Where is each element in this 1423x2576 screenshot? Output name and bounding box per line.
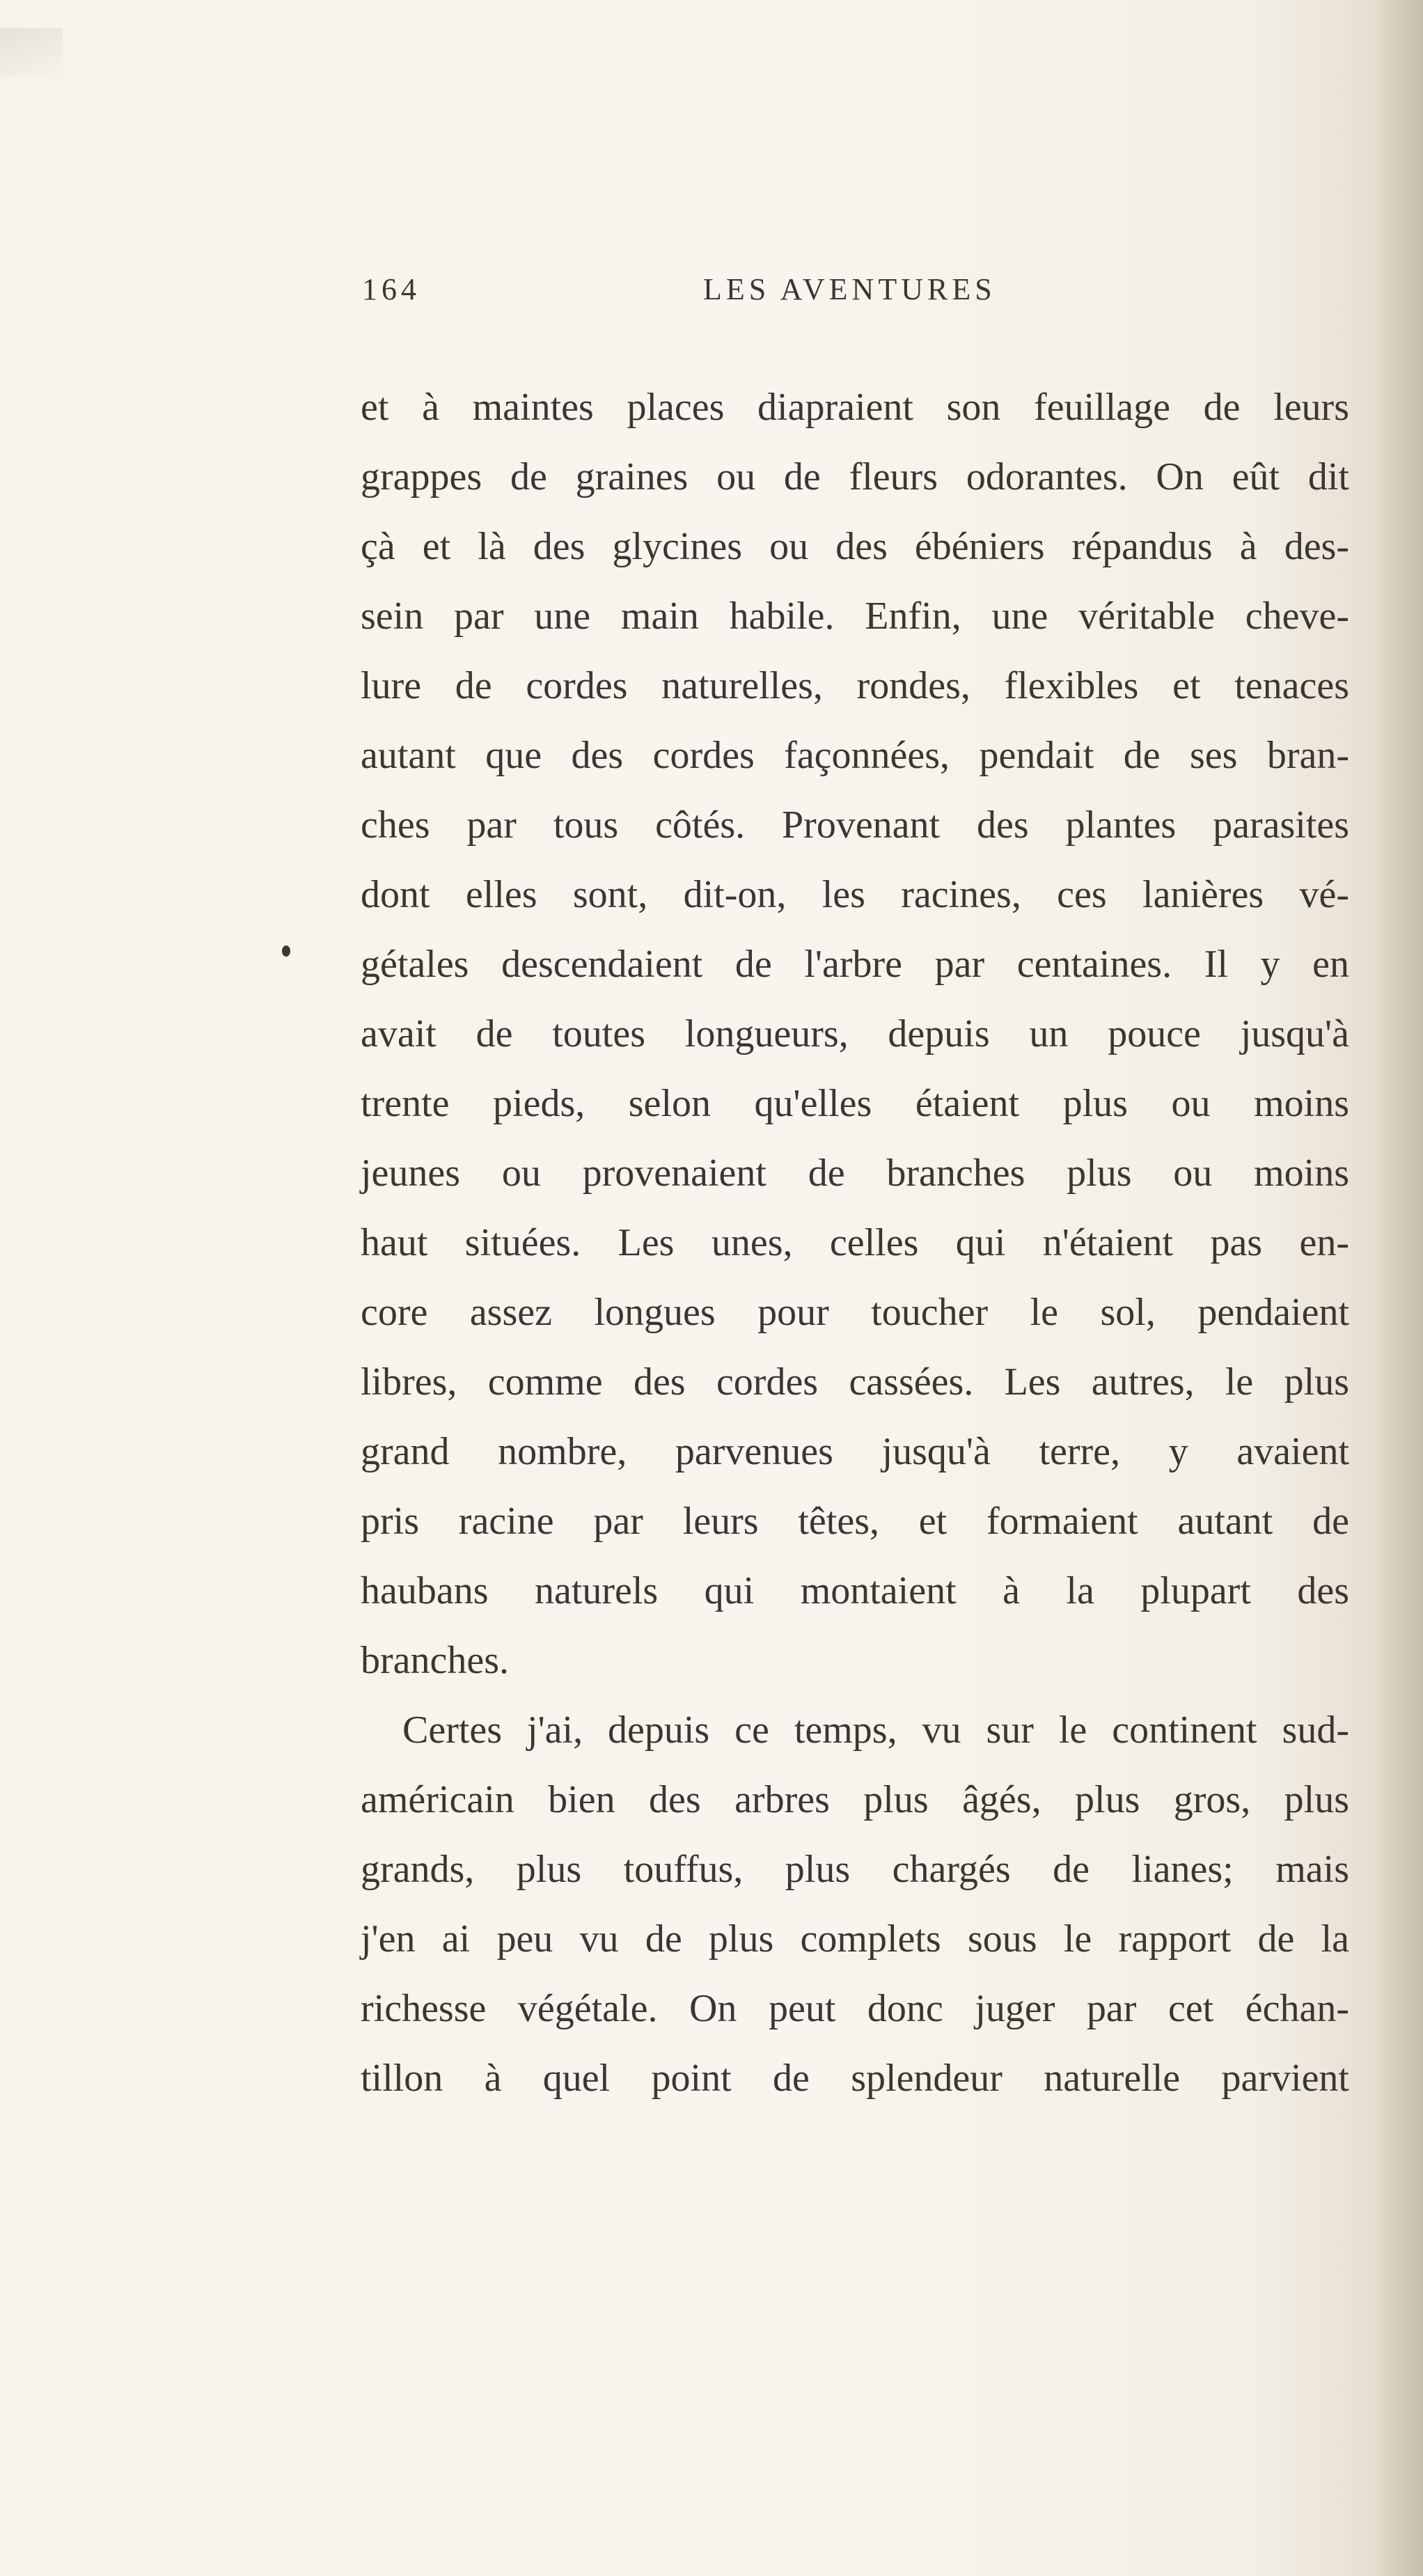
text-line: avait de toutes longueurs, depuis un pouce jusqu'à — [361, 1012, 1349, 1055]
text-line: haubans naturels qui montaient à la plupart des — [361, 1569, 1349, 1612]
text-line: américain bien des arbres plus âgés, plus gros, plus — [361, 1778, 1349, 1821]
text-line: haut situées. Les unes, celles qui n'étaient pas en- — [361, 1221, 1349, 1264]
page-number: 164 — [362, 272, 420, 306]
text-line: grands, plus touffus, plus chargés de lianes; mais — [361, 1848, 1349, 1891]
text-line: sein par une main habile. Enfin, une véritable cheve- — [361, 595, 1349, 638]
running-title: LES AVENTURES — [703, 272, 996, 306]
page-header — [362, 272, 1351, 327]
text-line: gétales descendaient de l'arbre par centaines. Il y en — [361, 943, 1349, 986]
body-text — [361, 372, 1349, 2113]
text-line: trente pieds, selon qu'elles étaient plus ou moins — [361, 1082, 1349, 1125]
text-line: dont elles sont, dit-on, les racines, ces lanières vé- — [361, 873, 1349, 916]
text-line: ches par tous côtés. Provenant des plantes parasites — [361, 803, 1349, 847]
text-line: grappes de graines ou de fleurs odorantes. On eût dit — [361, 455, 1349, 498]
text-line: richesse végétale. On peut donc juger par cet échan- — [361, 1987, 1349, 2030]
page-corner-crease — [0, 28, 63, 77]
text-line: et à maintes places diapraient son feuillage de leurs — [361, 386, 1349, 429]
text-line: autant que des cordes façonnées, pendait de ses bran- — [361, 734, 1349, 777]
text-line: j'en ai peu vu de plus complets sous le rapport de la — [361, 1917, 1349, 1961]
text-line: lure de cordes naturelles, rondes, flexibles et tenaces — [361, 664, 1349, 707]
paragraph-start-line: Certes j'ai, depuis ce temps, vu sur le continent sud- — [402, 1709, 1349, 1752]
text-line: çà et là des glycines ou des ébéniers répandus à des- — [361, 525, 1349, 568]
text-line: libres, comme des cordes cassées. Les autres, le plus — [361, 1360, 1349, 1404]
text-line: pris racine par leurs têtes, et formaient autant de — [361, 1500, 1349, 1543]
margin-ink-dot — [282, 945, 290, 957]
text-line: core assez longues pour toucher le sol, pendaient — [361, 1291, 1349, 1334]
paragraph-end-line: branches. — [361, 1639, 510, 1682]
text-line: grand nombre, parvenues jusqu'à terre, y avaient — [361, 1430, 1349, 1473]
text-line: tillon à quel point de splendeur naturelle parvient — [361, 2057, 1349, 2100]
text-line: jeunes ou provenaient de branches plus ou moins — [361, 1152, 1349, 1195]
binding-shadow — [1374, 0, 1423, 2576]
